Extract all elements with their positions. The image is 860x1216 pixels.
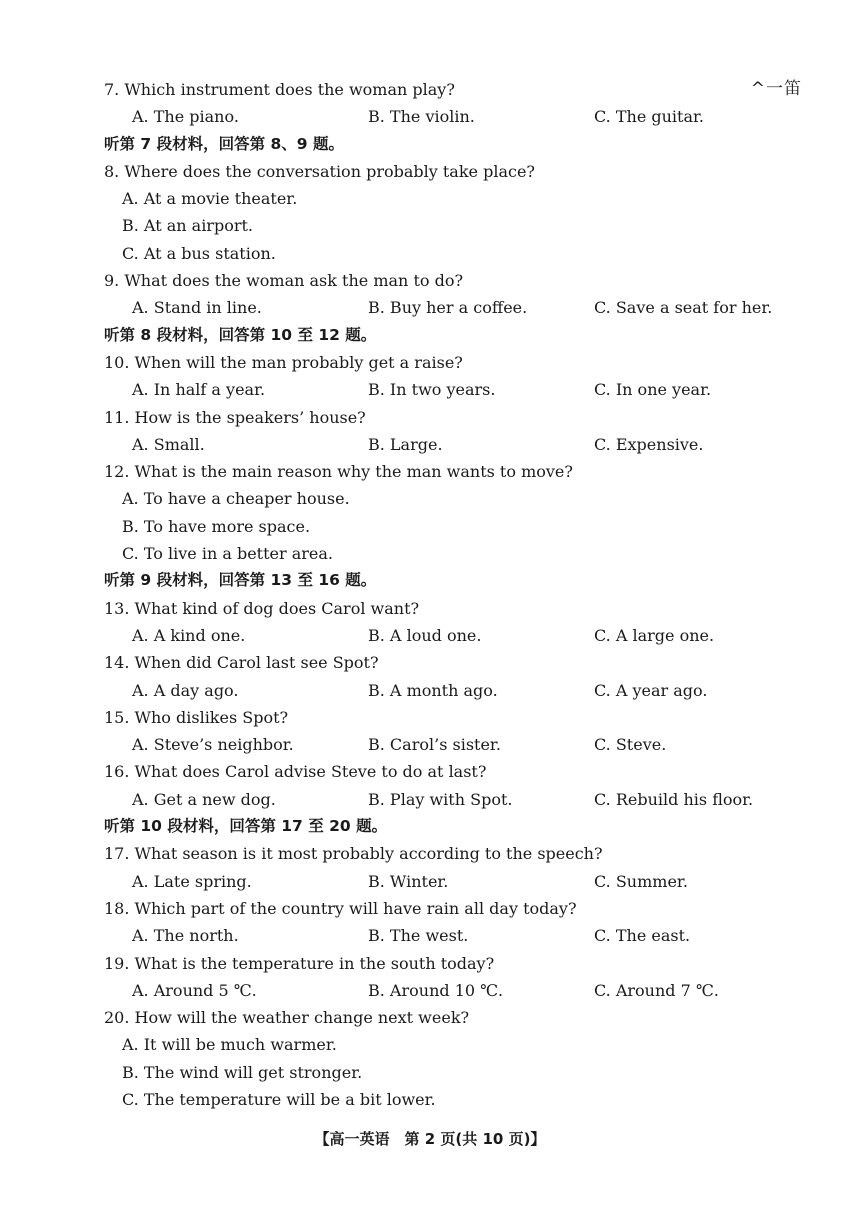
- answer-option: C. At a bus station.: [122, 243, 276, 263]
- question-stem: 17. What season is it most probably according to the speech?: [104, 844, 603, 864]
- question-stem: 7. Which instrument does the woman play?: [104, 80, 455, 99]
- section-instruction: 听第 9 段材料，回答第 13 至 16 题。: [104, 571, 377, 590]
- answer-option: A. At a movie theater.: [122, 189, 298, 209]
- answer-options-row: [104, 103, 804, 130]
- answer-option: B. Around 10 ℃.: [368, 980, 504, 1000]
- answer-option: A. It will be much warmer.: [122, 1035, 337, 1055]
- answer-options-row: [104, 731, 804, 758]
- answer-options-row: [104, 376, 804, 403]
- answer-option: B. At an airport.: [122, 216, 253, 236]
- answer-option: C. Rebuild his floor.: [594, 789, 754, 809]
- answer-option: A. The piano.: [132, 107, 239, 127]
- answer-options-row: [104, 431, 804, 458]
- answer-option: A. Steve’s neighbor.: [132, 735, 294, 755]
- question-stem: 13. What kind of dog does Carol want?: [104, 598, 420, 618]
- answer-option: C. In one year.: [594, 380, 712, 400]
- answer-option: A. The north.: [132, 926, 239, 946]
- answer-option: C. The temperature will be a bit lower.: [122, 1089, 436, 1109]
- answer-option: A. Around 5 ℃.: [132, 980, 257, 1000]
- answer-option: C. The guitar.: [594, 107, 704, 127]
- answer-option: A. Get a new dog.: [132, 789, 276, 809]
- answer-option: C. Steve.: [594, 735, 667, 755]
- answer-option: B. The wind will get stronger.: [122, 1062, 363, 1082]
- answer-options-row: [104, 786, 804, 813]
- answer-option: A. To have a cheaper house.: [122, 489, 350, 509]
- question-stem: 18. Which part of the country will have rain all day today?: [104, 898, 577, 918]
- answer-option: B. Carol’s sister.: [368, 735, 501, 755]
- section-instruction: 听第 10 段材料，回答第 17 至 20 题。: [104, 817, 388, 836]
- answer-option: B. Winter.: [368, 871, 449, 891]
- answer-option: C. Summer.: [594, 871, 688, 891]
- answer-options-row: [104, 868, 804, 895]
- answer-options-row: [104, 922, 804, 949]
- answer-option: C. To live in a better area.: [122, 544, 334, 564]
- answer-option: B. To have more space.: [122, 516, 311, 536]
- answer-option: C. Expensive.: [594, 434, 704, 454]
- answer-option: B. Play with Spot.: [368, 789, 513, 809]
- question-list: [104, 76, 804, 1113]
- question-stem: 11. How is the speakers’ house?: [104, 407, 366, 427]
- question-stem: 8. Where does the conversation probably take place?: [104, 161, 535, 181]
- answer-option: A. Small.: [132, 434, 205, 454]
- answer-option: B. In two years.: [368, 380, 496, 400]
- answer-option: B. The violin.: [368, 107, 475, 127]
- answer-option: A. In half a year.: [132, 380, 266, 400]
- answer-option: C. Around 7 ℃.: [594, 980, 719, 1000]
- answer-option: A. Late spring.: [132, 871, 252, 891]
- question-stem: 15. Who dislikes Spot?: [104, 707, 289, 727]
- section-instruction: 听第 8 段材料，回答第 10 至 12 题。: [104, 325, 377, 344]
- answer-option: B. Large.: [368, 434, 443, 454]
- answer-option: C. A large one.: [594, 625, 715, 645]
- answer-option: A. A day ago.: [132, 680, 239, 700]
- answer-option: B. The west.: [368, 926, 469, 946]
- answer-option: C. The east.: [594, 926, 691, 946]
- answer-option: A. A kind one.: [132, 625, 246, 645]
- answer-option: C. A year ago.: [594, 680, 708, 700]
- page-footer: 【高一英语 第 2 页(共 10 页)】: [314, 1130, 546, 1148]
- question-stem: 19. What is the temperature in the south today?: [104, 953, 495, 973]
- question-stem: 9. What does the woman ask the man to do?: [104, 271, 464, 291]
- corner-mark: ^一笛: [750, 79, 802, 99]
- question-stem: 16. What does Carol advise Steve to do at last?: [104, 762, 487, 782]
- question-stem: 14. When did Carol last see Spot?: [104, 653, 379, 673]
- question-stem: 10. When will the man probably get a raise?: [104, 352, 463, 372]
- answer-options-row: [104, 294, 804, 321]
- answer-option: C. Save a seat for her.: [594, 298, 773, 318]
- answer-option: B. A month ago.: [368, 680, 498, 700]
- answer-options-row: [104, 622, 804, 649]
- answer-options-row: [104, 677, 804, 704]
- question-stem: 20. How will the weather change next week?: [104, 1008, 470, 1028]
- answer-option: B. A loud one.: [368, 625, 482, 645]
- section-instruction: 听第 7 段材料，回答第 8、9 题。: [104, 134, 344, 153]
- answer-option: B. Buy her a coffee.: [368, 298, 528, 318]
- question-stem: 12. What is the main reason why the man wants to move?: [104, 462, 573, 482]
- answer-option: A. Stand in line.: [132, 298, 262, 318]
- answer-options-row: [104, 977, 804, 1004]
